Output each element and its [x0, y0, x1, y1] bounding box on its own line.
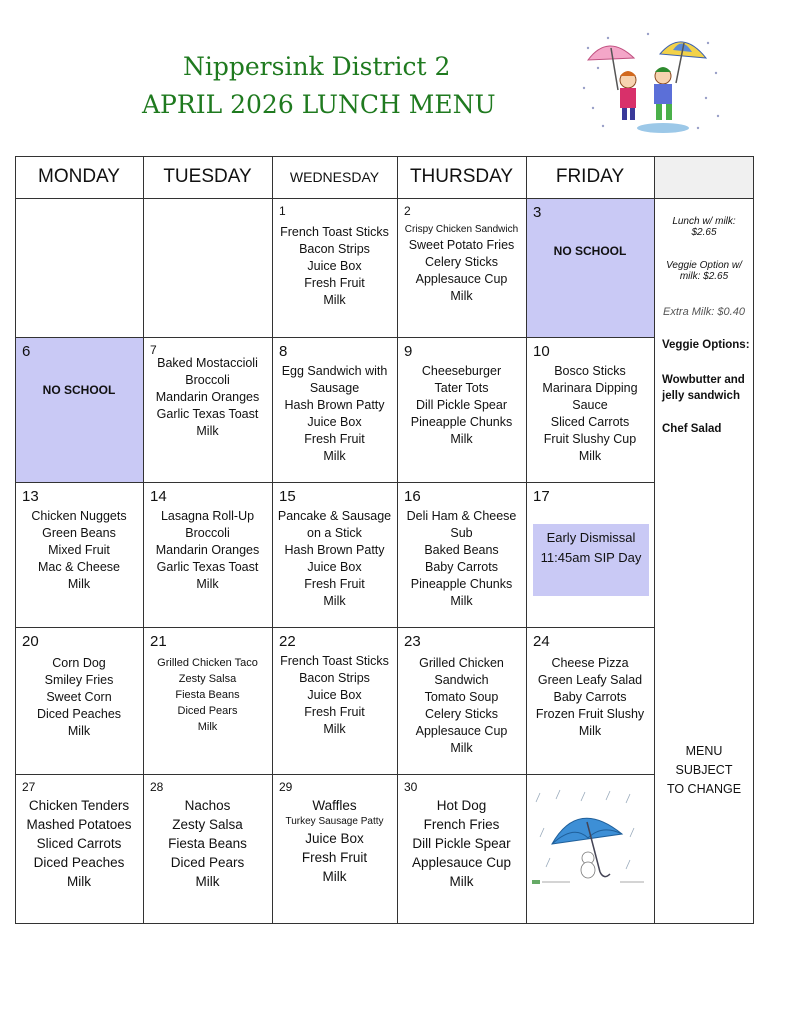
day-number: 6 — [22, 343, 31, 360]
day-cell-apr-8 — [272, 337, 397, 482]
day-cell-apr-23 — [397, 627, 526, 774]
menu-items: Crispy Chicken Sandwich Sweet Potato Fries Celery Sticks Applesauce Cup Milk — [404, 224, 519, 303]
menu-items: Grilled Chicken Taco Zesty Salsa Fiesta Beans Diced Pears Milk — [157, 657, 258, 733]
day-cell-apr-9 — [397, 337, 526, 482]
menu-subject-to-change: MENU SUBJECT TO CHANGE — [666, 744, 742, 796]
day-cell-apr-16 — [397, 482, 526, 627]
menu-items: Grilled Chicken Sandwich Tomato Soup Celery Sticks Applesauce Cup Milk — [415, 656, 508, 755]
early-dismissal-note: Early Dismissal 11:45am SIP Day — [533, 524, 649, 596]
menu-title: APRIL 2026 LUNCH MENU — [142, 90, 496, 119]
day-number: 30 — [404, 780, 418, 794]
kids-umbrella-illustration — [578, 28, 724, 136]
day-number: 22 — [279, 633, 296, 650]
day-cell-apr-13 — [15, 482, 143, 627]
day-number: 21 — [150, 633, 167, 650]
day-cell-apr-21 — [143, 627, 272, 774]
menu-items: Nachos Zesty Salsa Fiesta Beans Diced Pears Milk — [168, 798, 247, 889]
no-school-label: NO SCHOOL — [42, 383, 116, 397]
sidebar-info — [654, 198, 754, 923]
day-cell-apr-7 — [143, 337, 272, 482]
day-number: 27 — [22, 780, 36, 794]
day-number: 24 — [533, 633, 550, 650]
header-friday: FRIDAY — [555, 166, 625, 187]
header-thursday: THURSDAY — [409, 166, 514, 187]
header-wednesday: WEDNESDAY — [289, 169, 380, 185]
menu-items: Lasagna Roll-Up Broccoli Mandarin Oranges Garlic Texas Toast Milk — [155, 509, 260, 591]
day-number: 7 — [150, 343, 157, 357]
day-number: 29 — [279, 780, 293, 794]
day-number: 28 — [150, 780, 164, 794]
day-number: 1 — [279, 204, 286, 218]
menu-items: Bosco Sticks Marinara Dipping Sauce Sliced Carrots Fruit Slushy Cup Milk — [542, 364, 638, 463]
day-cell-apr-20 — [15, 627, 143, 774]
menu-items: Deli Ham & Cheese Sub Baked Beans Baby Carrots Pineapple Chunks Milk — [406, 509, 517, 608]
lunch-menu-calendar — [15, 156, 754, 924]
day-cell-apr-17 — [526, 482, 654, 627]
day-number: 3 — [533, 204, 542, 221]
day-number: 20 — [22, 633, 39, 650]
day-cell-apr-24 — [526, 627, 654, 774]
header-tuesday: TUESDAY — [163, 166, 252, 187]
extra-milk-price: Extra Milk: $0.40 — [663, 306, 745, 318]
day-cell-apr-3 — [526, 198, 654, 337]
day-number: 15 — [279, 488, 296, 505]
umbrella-illustration — [530, 788, 648, 888]
day-cell-apr-14 — [143, 482, 272, 627]
day-number: 13 — [22, 488, 39, 505]
umbrella-cell — [526, 774, 654, 923]
menu-items: Chicken Tenders Mashed Potatoes Sliced Carrots Diced Peaches Milk — [26, 798, 132, 889]
district-title: Nippersink District 2 — [183, 52, 451, 81]
veggie-option-wowbutter: Wowbutter and jelly sandwich — [662, 374, 745, 402]
day-cell-apr-30 — [397, 774, 526, 923]
veggie-option-chef-salad: Chef Salad — [662, 423, 722, 435]
day-cell-apr-1 — [272, 198, 397, 337]
lunch-price: Lunch w/ milk: $2.65 — [672, 216, 736, 238]
menu-items: Waffles Turkey Sausage Patty Juice Box Fresh Fruit Milk — [285, 798, 384, 884]
day-cell-apr-6 — [15, 337, 143, 482]
day-number: 16 — [404, 488, 421, 505]
day-number: 14 — [150, 488, 167, 505]
menu-items: Baked Mostaccioli Broccoli Mandarin Oranges Garlic Texas Toast Milk — [155, 356, 260, 438]
no-school-label: NO SCHOOL — [553, 244, 627, 258]
day-number: 17 — [533, 488, 550, 505]
day-number: 23 — [404, 633, 421, 650]
day-cell-apr-2 — [397, 198, 526, 337]
header-monday: MONDAY — [38, 166, 120, 187]
menu-items: Cheese Pizza Green Leafy Salad Baby Carrots Frozen Fruit Slushy Milk — [535, 656, 645, 738]
day-cell-apr-15 — [272, 482, 397, 627]
menu-items: Chicken Nuggets Green Beans Mixed Fruit Mac & Cheese Milk — [31, 509, 127, 591]
menu-items: Cheeseburger Tater Tots Dill Pickle Spear Pineapple Chunks Milk — [410, 364, 513, 446]
veggie-options-heading: Veggie Options: — [662, 339, 750, 351]
header-empty-cell — [654, 156, 754, 198]
menu-items: Corn Dog Smiley Fries Sweet Corn Diced Peaches Milk — [36, 656, 122, 738]
menu-items: Pancake & Sausage on a Stick Hash Brown Patty Juice Box Fresh Fruit Milk — [277, 509, 392, 608]
menu-items: Egg Sandwich with Sausage Hash Brown Patty Juice Box Fresh Fruit Milk — [281, 364, 388, 463]
menu-items: French Toast Sticks Bacon Strips Juice Box Fresh Fruit Milk — [280, 654, 389, 736]
day-number: 8 — [279, 343, 288, 360]
day-cell-apr-10 — [526, 337, 654, 482]
veggie-price: Veggie Option w/ milk: $2.65 — [666, 260, 742, 282]
day-number: 10 — [533, 343, 550, 360]
day-cell-apr-29 — [272, 774, 397, 923]
menu-items: French Toast Sticks Bacon Strips Juice Box Fresh Fruit Milk — [280, 225, 389, 307]
day-cell-apr-22 — [272, 627, 397, 774]
day-number: 9 — [404, 343, 413, 360]
menu-items: Hot Dog French Fries Dill Pickle Spear Applesauce Cup Milk — [411, 798, 512, 889]
day-cell-apr-28 — [143, 774, 272, 923]
day-cell-apr-27 — [15, 774, 143, 923]
day-number: 2 — [404, 204, 411, 218]
